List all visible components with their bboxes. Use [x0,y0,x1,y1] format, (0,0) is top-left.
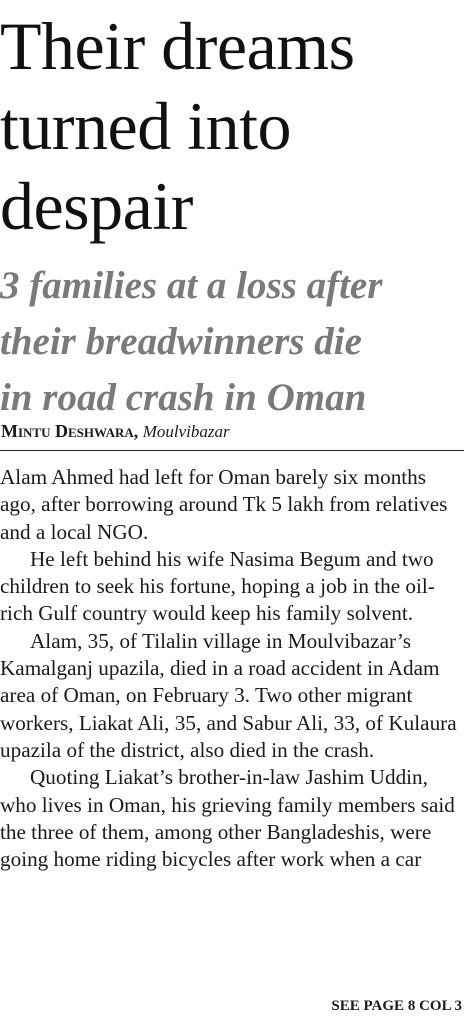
byline-divider [0,450,464,451]
byline-location: Moulvibazar [142,422,230,441]
headline-line: turned into [0,88,292,164]
continuation-jump-line: SEE PAGE 8 COL 3 [331,998,462,1014]
byline-author: Mintu Deshwara, [1,421,139,441]
headline-line: Their dreams [0,8,355,84]
article-body [0,464,464,873]
article-paragraph: He left behind his wife Nasima Begum and two children to seek his fortune, hoping a job in the oil-rich Gulf country would keep his family solvent. [0,546,435,626]
subheadline-line: their breadwinners die [0,320,362,363]
article-paragraph: Alam, 35, of Tilalin village in Moulvibazar’s Kamalganj upazila, died in a road accident in Adam area of Oman, on February 3. Two other migrant workers, Liakat Ali, 35, and Sabur Ali, 33, of Kulaura upazila of the district, also died in the crash. [0,628,457,762]
subheadline-line: in road crash in Oman [0,376,367,419]
headline [0,6,464,246]
article-paragraph: Alam Ahmed had left for Oman barely six months ago, after borrowing around Tk 5 lakh from relatives and a local NGO. [0,465,448,544]
article-paragraph: Quoting Liakat’s brother-in-law Jashim Uddin, who lives in Oman, his grieving family members said the three of them, among other Bangladeshis, were going home riding bicycles after work when a car [0,765,455,872]
subheadline [0,258,464,426]
headline-line: despair [0,168,193,244]
subheadline-line: 3 families at a loss after [0,264,383,307]
byline [1,420,463,443]
